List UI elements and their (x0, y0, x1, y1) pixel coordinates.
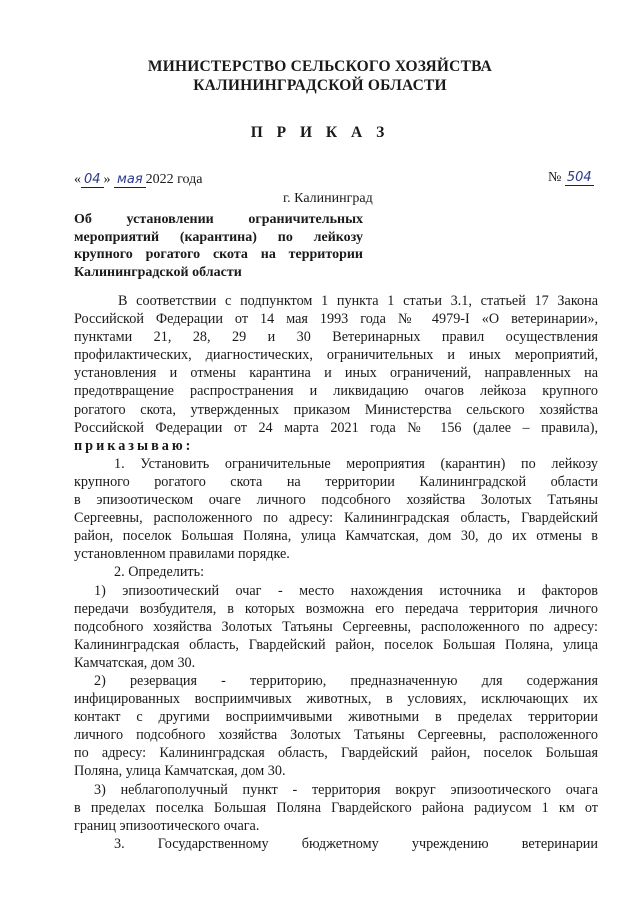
body-line: рогатого скота, утвержденных приказом Министерства сельского хозяйства (74, 401, 598, 418)
body-line: Камчатская, дом 30. (74, 654, 196, 671)
body-line: предотвращение распространения и ликвидацию очагов лейкоза крупного (74, 383, 598, 400)
body-line: по адресу: Калининградская область, Гвардейский район, поселок Большая (74, 745, 598, 762)
subject-line: Калининградской области (74, 264, 242, 280)
body-line: 3. Государственному бюджетному учреждению ветеринарии (114, 835, 598, 852)
body-line: Российской Федерации от 24 марта 2021 года № 156 (далее – правила), (74, 419, 598, 436)
body-line: 1. Установить ограничительные мероприятия (карантин) по лейкозу (114, 455, 598, 472)
body-line: установленном правилами порядке. (74, 546, 290, 563)
subject-line: мероприятий (карантина) по лейкозу (74, 229, 363, 245)
body-line: личного подсобного хозяйства Золотых Татьяны Сергеевны, расположенного (74, 727, 598, 744)
body-line: границ эпизоотического очага. (74, 817, 260, 834)
date-close-quote: » (103, 172, 111, 187)
date-year: 2022 года (145, 172, 203, 187)
body-line: 2) резервация - территорию, предназначенную для содержания (94, 672, 598, 689)
body-line: 1) эпизоотический очаг - место нахождения источника и факторов (94, 582, 598, 599)
body-line: 2. Определить: (114, 564, 205, 581)
ministry-name-line2: КАЛИНИНГРАДСКОЙ ОБЛАСТИ (193, 77, 447, 94)
date-day-handwritten: 04 (81, 172, 104, 188)
order-title: П Р И К А З (250, 124, 390, 141)
subject-line: крупного рогатого скота на территории (74, 247, 363, 262)
body-line: район, поселок Большая Поляна, улица Камчатская, дом 30, до их отмены в (74, 528, 598, 545)
body-line: В соответствии с подпунктом 1 пункта 1 статьи 3.1, статьей 17 Закона (118, 293, 598, 309)
body-line: передачи возбудителя, в которых возможна его передача территория личного (74, 600, 598, 617)
order-number (548, 170, 594, 186)
body-line: в эпизоотическом очаге личного подсобного хозяйства Золотых Татьяны (74, 492, 598, 509)
date-month-handwritten: мая (114, 172, 146, 188)
ministry-name-line1: МИНИСТЕРСТВО СЕЛЬСКОГО ХОЗЯЙСТВА (147, 58, 493, 75)
date-open-quote: « (74, 172, 81, 187)
city: г. Калининград (283, 191, 373, 206)
number-value-handwritten: 504 (566, 170, 592, 185)
body-line: 3) неблагополучный пункт - территория вокруг эпизоотического очага (94, 781, 598, 798)
body-line: профилактических, диагностических, ограничительных и иных мероприятий, (74, 347, 598, 364)
order-subject (74, 211, 363, 281)
body-line: контакт с другими восприимчивыми животными в пределах территории (74, 709, 598, 726)
body-line: установления и отмены карантина и иных ограничений, направленных на (74, 365, 598, 382)
order-body (74, 292, 598, 853)
body-line: инфицированных восприимчивых животных, в условиях, исключающих их (74, 691, 598, 708)
order-date (74, 172, 202, 188)
body-line: Российской Федерации от 14 мая 1993 года № 4979-I «О ветеринарии», (74, 311, 598, 328)
body-line: Сергеевны, расположенного по адресу: Калининградская область, Гвардейский (74, 510, 598, 527)
subject-line: Об установлении ограничительных (74, 212, 363, 227)
body-line: подсобного хозяйства Золотых Татьяны Сергеевны, расположенного по адресу: (74, 618, 598, 635)
number-label: № (548, 170, 562, 185)
body-line: Поляна, улица Камчатская, дом 30. (74, 763, 286, 780)
body-line: крупного рогатого скота на территории Калининградской области (74, 473, 598, 490)
body-line: пунктами 21, 28, 29 и 30 Ветеринарных правил осуществления (74, 329, 598, 346)
body-line: в пределах поселка Большая Поляна Гвардейского района радиусом 1 км от (74, 799, 598, 816)
order-verb: приказываю: (74, 437, 194, 454)
body-line: Калининградская область, Гвардейский район, поселок Большая Поляна, улица (74, 636, 598, 653)
